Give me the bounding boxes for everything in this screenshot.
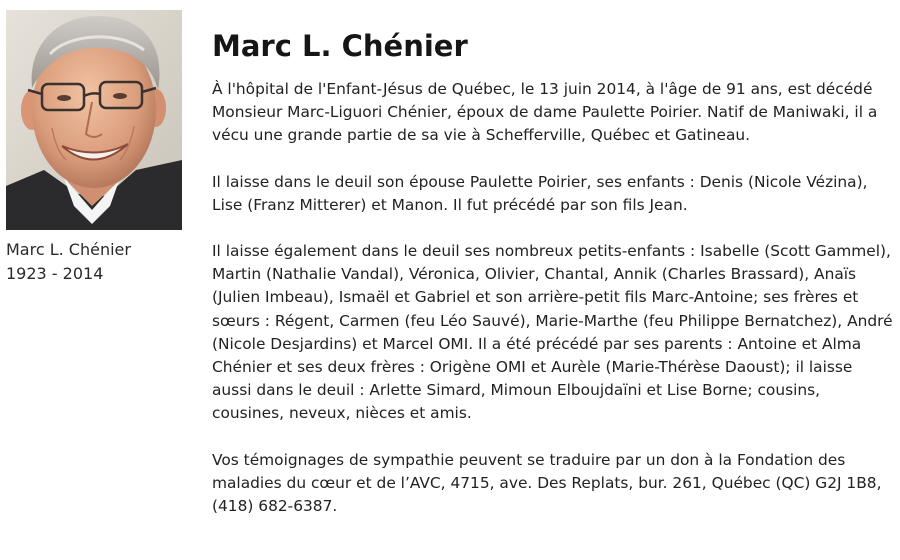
photo-caption [6,238,196,286]
paragraph-death-notice: À l'hôpital de l'Enfant-Jésus de Québec, le 13 juin 2014, à l'âge de 91 ans, est décédé Monsieur Marc-Liguori Chénier, époux de dame Paulette Poirier. Natif de Maniwaki, il a vécu une grande partie de sa vie à Schefferville, Québec et Gatineau. [212,80,878,145]
portrait-photo [6,10,182,230]
obituary-title: Marc L. Chénier [212,29,468,63]
caption-years: 1923 - 2014 [6,264,104,283]
paragraph-donations: Vos témoignages de sympathie peuvent se traduire par un don à la Fondation des maladies du cœur et de l’AVC, 4715, ave. Des Replats, bur. 261, Québec (QC) G2J 1B8, (418) 682-6387. [212,450,882,516]
paragraph-immediate-family: Il laisse dans le deuil son épouse Paulette Poirier, ses enfants : Denis (Nicole Vézina), Lise (Franz Mitterer) et Manon. Il fut précédé par son fils Jean. [212,172,868,214]
obituary-body [212,78,894,518]
caption-name: Marc L. Chénier [6,240,131,259]
paragraph-extended-family: Il laisse également dans le deuil ses nombreux petits-enfants : Isabelle (Scott Gammel), Martin (Nathalie Vandal), Véronica, Olivier, Chantal, Annik (Charles Brassard), Anaïs (Julien Imbeau), Ismaël et Gabriel et son arrière-petit fils Marc-Antoine; ses frères et sœurs : Régent, Carmen (feu Léo Sauvé), Marie-Marthe (feu Philippe Bernatchez), André (Nicole Desjardins) et Marcel OMI. Il a été précédé par ses parents : Antoine et Alma Chénier et ses deux frères : Origène OMI et Aurèle (Marie-Thérèse Daoust); il laisse aussi dans le deuil : Arlette Simard, Mimoun Elboujdaïni et Lise Borne; cousins, cousines, neveux, nièces et amis. [212,242,893,423]
